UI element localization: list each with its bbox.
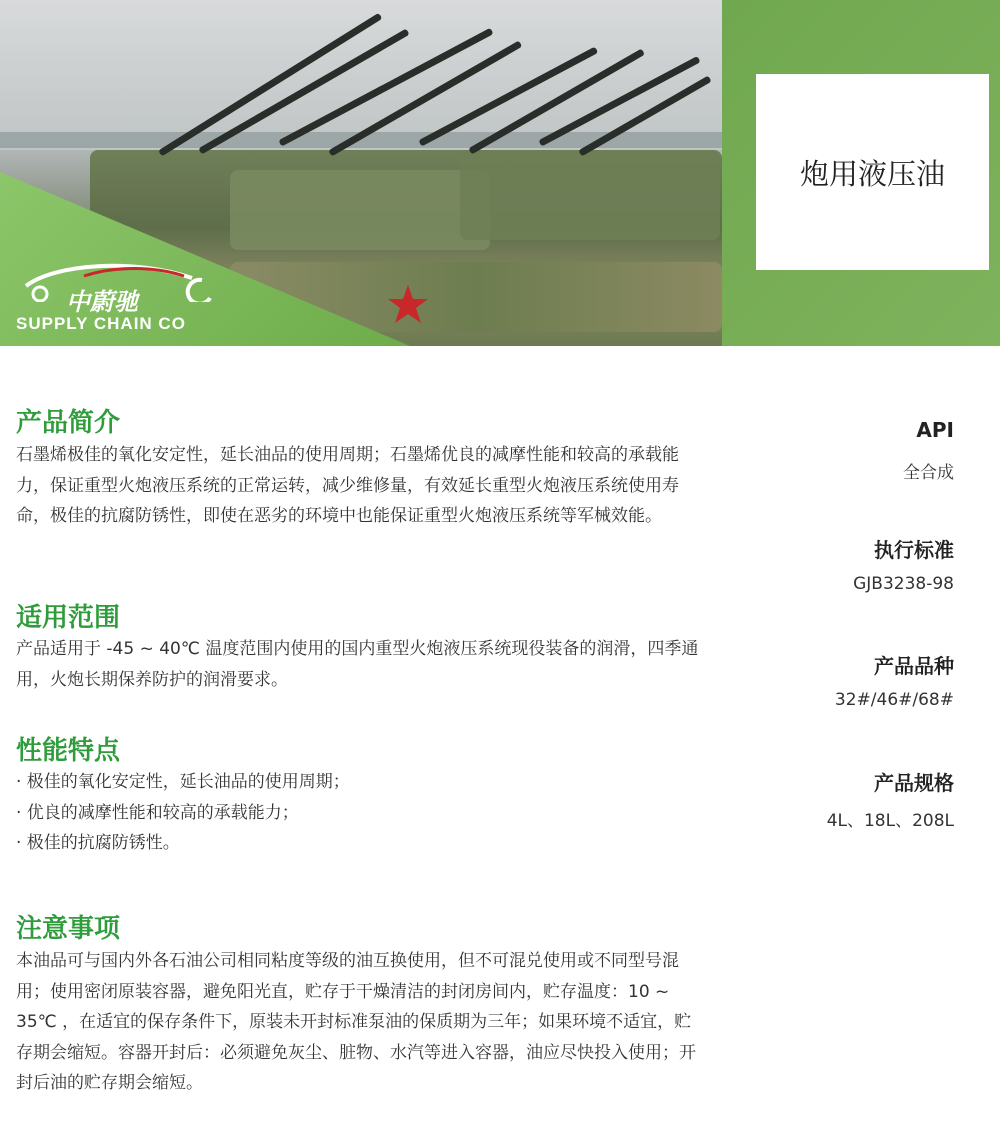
military-vehicles-photo	[0, 0, 722, 346]
spec-label-standard: 执行标准	[874, 538, 954, 562]
vehicle-turret	[230, 170, 490, 250]
section-text-intro: 石墨烯极佳的氧化安定性，延长油品的使用周期；石墨烯优良的减摩性能和较高的承载能力，保证重型火炮液压系统的正常运转，减少维修量，有效延长重型火炮液压系统使用寿命，极佳的抗腐防锈性，即使在恶劣的环境中也能保证重型火炮液压系统等军械效能。	[16, 445, 679, 526]
spec-label-size: 产品规格	[874, 771, 954, 795]
spec-value-standard: GJB3238-98	[853, 574, 954, 594]
section-title-scope: 适用范围	[16, 603, 121, 633]
spec-label-api: API	[916, 418, 954, 442]
spec-label-variety: 产品品种	[874, 654, 954, 678]
product-title-box	[756, 74, 989, 270]
spec-value-api: 全合成	[903, 463, 954, 483]
section-text-scope: 产品适用于 -45 ~ 40℃ 温度范围内使用的国内重型火炮液压系统现役装备的润滑，四季通用，火炮长期保养防护的润滑要求。	[16, 639, 699, 690]
feature-list	[16, 767, 706, 859]
feature-item: · 极佳的抗腐防锈性。	[16, 833, 180, 853]
logo-chinese-text: 中蔚驰	[66, 288, 138, 316]
vehicle-turret	[460, 150, 720, 240]
feature-item: · 极佳的氧化安定性，延长油品的使用周期；	[16, 772, 350, 792]
product-title: 炮用液压油	[799, 156, 945, 191]
section-text-notes: 本油品可与国内外各石油公司相同粘度等级的油互换使用，但不可混兑使用或不同型号混用；使用密闭原装容器，避免阳光直，贮存于干燥清洁的封闭房间内，贮存温度：10 ~ 35℃ ，在适宜的保存条件下，原装未开封标准泵油的保质期为三年；如果环境不适宜，贮存期会缩短。容器开封后：必须避免灰尘、脏物、水汽等进入容器，油应尽快投入使用；开封后油的贮存期会缩短。	[16, 951, 696, 1093]
logo-english-text: SUPPLY CHAIN CO	[16, 314, 186, 333]
feature-item: · 优良的减摩性能和较高的承载能力；	[16, 802, 299, 823]
red-star-icon	[386, 284, 430, 326]
spec-value-variety: 32#/46#/68#	[834, 690, 954, 710]
section-title-notes: 注意事项	[16, 914, 121, 944]
section-title-features: 性能特点	[16, 736, 121, 766]
section-title-intro: 产品简介	[16, 408, 121, 438]
spec-value-size: 4L、18L、208L	[826, 811, 954, 831]
header-banner	[0, 0, 1000, 346]
